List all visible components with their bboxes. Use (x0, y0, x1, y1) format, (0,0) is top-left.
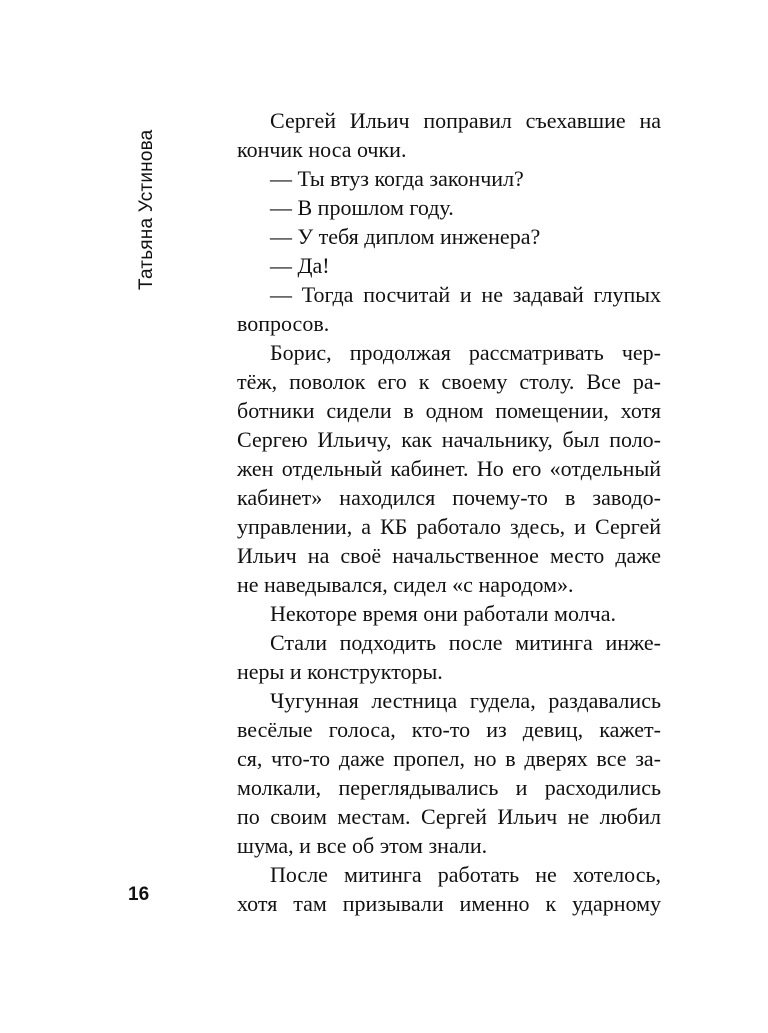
text-line: по своим местам. Сергей Ильич не любил (237, 804, 661, 829)
running-head (132, 110, 157, 290)
text-line: вопросов. (237, 311, 330, 336)
text-line: шума, и все об этом знали. (237, 833, 488, 858)
text-line: — Тогда посчитай и не задавай глупых (270, 282, 661, 307)
running-head-text: Татьяна Устинова (136, 129, 157, 290)
text-line: кабинет» находился почему-то в заводо- (237, 485, 661, 510)
text-line: — В прошлом году. (270, 195, 454, 220)
body-text (237, 106, 661, 918)
text-line: кончик носа очки. (237, 137, 407, 162)
text-line: неры и конструкторы. (237, 659, 443, 684)
text-line: Ильич на своё начальственное место даже (237, 543, 661, 568)
text-line: управлении, а КБ работало здесь, и Сергей (237, 514, 661, 539)
text-line: тёж, поволок его к своему столу. Все ра- (237, 369, 661, 394)
text-line: молкали, переглядывались и расходились (237, 775, 661, 800)
text-line: Стали подходить после митинга инже- (270, 630, 661, 655)
text-line: весёлые голоса, кто-то из девиц, кажет- (237, 717, 661, 742)
text-line: Борис, продолжая рассматривать чер- (270, 340, 661, 365)
text-line: Некоторе время они работали молча. (270, 601, 616, 626)
text-line: хотя там призывали именно к ударному (237, 891, 661, 916)
text-line: ботники сидели в одном помещении, хотя (237, 398, 661, 423)
text-line: — Ты втуз когда закончил? (270, 166, 524, 191)
page-number: 16 (128, 884, 150, 905)
text-line: Сергею Ильичу, как начальнику, был поло- (237, 427, 661, 452)
text-line: — У тебя диплом инженера? (270, 224, 541, 249)
text-line: Чугунная лестница гудела, раздавались (270, 688, 661, 713)
text-line: ся, что-то даже пропел, но в дверях все за- (237, 746, 661, 771)
text-line: не наведывался, сидел «с народом». (237, 572, 574, 597)
text-line: — Да! (270, 253, 330, 278)
text-line: После митинга работать не хотелось, (270, 862, 661, 887)
text-line: Сергей Ильич поправил съехавшие на (270, 108, 661, 133)
text-line: жен отдельный кабинет. Но его «отдельный (237, 456, 661, 481)
